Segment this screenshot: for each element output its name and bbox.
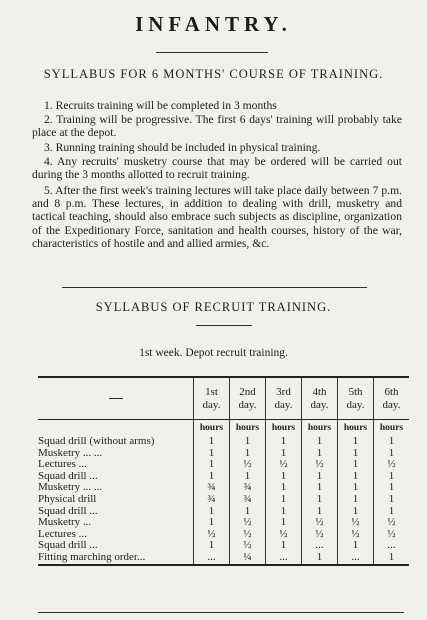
hours-cell: 1 bbox=[266, 517, 302, 529]
day-5-header: 5th day. bbox=[338, 377, 374, 420]
unit-label: hours bbox=[374, 420, 410, 437]
item-5-text: 5. After the first week's training lectures will take place daily between 7 p.m. and 8 p.m. These lectures, in addition to dealing with drill, musketry and tactical teaching, should also embrace such subjects as discipline, organization of the Expeditionary Force, sanitation and health courses, history of the war, characteristics of hostile and and allied armies, &c. bbox=[32, 184, 402, 250]
week-label: 1st week. Depot recruit training. bbox=[139, 347, 288, 359]
activity-label: Musketry ... bbox=[38, 516, 92, 529]
table-row bbox=[38, 436, 409, 448]
hours-cell: ½ bbox=[302, 529, 338, 541]
training-table bbox=[38, 376, 409, 566]
activity-label: Lectures ... bbox=[38, 458, 87, 471]
title-rule bbox=[156, 52, 268, 53]
hours-cell: ¼ bbox=[230, 552, 266, 565]
hours-cell: 1 bbox=[338, 494, 374, 506]
unit-label: hours bbox=[338, 420, 374, 437]
item-5 bbox=[32, 184, 402, 250]
activity-label: Squad drill ... bbox=[38, 469, 98, 482]
hours-cell: ¾ bbox=[230, 482, 266, 494]
hours-cell: 1 bbox=[338, 482, 374, 494]
hours-cell: ½ bbox=[266, 529, 302, 541]
hours-cell: 1 bbox=[302, 471, 338, 483]
activity-label: Musketry ... ... bbox=[38, 481, 103, 494]
hours-cell: 1 bbox=[266, 471, 302, 483]
activity-label: Squad drill ... bbox=[38, 539, 98, 552]
day-3-header: 3rd day. bbox=[266, 377, 302, 420]
table-row bbox=[38, 552, 409, 565]
hours-cell: 1 bbox=[194, 506, 230, 518]
unit-label: hours bbox=[194, 420, 230, 437]
day-4-header: 4th day. bbox=[302, 377, 338, 420]
hours-cell: 1 bbox=[266, 436, 302, 448]
blank-header bbox=[38, 377, 194, 420]
recruit-heading: SYLLABUS OF RECRUIT TRAINING. bbox=[95, 300, 332, 314]
activity-label: Squad drill ... bbox=[38, 504, 98, 517]
hours-cell: ½ bbox=[230, 540, 266, 552]
hours-cell: 1 bbox=[194, 448, 230, 460]
activity-label: Musketry ... ... bbox=[38, 446, 103, 459]
hours-cell: 1 bbox=[338, 448, 374, 460]
hours-cell: 1 bbox=[194, 517, 230, 529]
hours-cell: ½ bbox=[374, 517, 410, 529]
hours-cell: ... bbox=[338, 552, 374, 565]
hours-cell: ½ bbox=[230, 459, 266, 471]
page-title: INFANTRY. bbox=[135, 12, 292, 36]
hours-cell: 1 bbox=[374, 494, 410, 506]
hours-cell: 1 bbox=[374, 471, 410, 483]
unit-label: hours bbox=[302, 420, 338, 437]
hours-cell: ... bbox=[302, 540, 338, 552]
hours-cell: 1 bbox=[266, 448, 302, 460]
hours-cell: 1 bbox=[374, 506, 410, 518]
hours-cell: 1 bbox=[302, 506, 338, 518]
heading-rule bbox=[196, 325, 252, 326]
syllabus-heading: SYLLABUS FOR 6 MONTHS' COURSE OF TRAINING. bbox=[43, 67, 384, 81]
hours-cell: ½ bbox=[374, 459, 410, 471]
hours-cell: 1 bbox=[338, 471, 374, 483]
hours-cell: 1 bbox=[194, 471, 230, 483]
hours-cell: ½ bbox=[194, 529, 230, 541]
table-body bbox=[38, 436, 409, 565]
hours-cell: 1 bbox=[194, 436, 230, 448]
day-1-header: 1st day. bbox=[194, 377, 230, 420]
activity-label: Squad drill (without arms) bbox=[38, 435, 155, 447]
hours-cell: 1 bbox=[302, 482, 338, 494]
hours-cell: 1 bbox=[194, 540, 230, 552]
item-2 bbox=[32, 113, 402, 139]
hours-cell: ... bbox=[266, 552, 302, 565]
hours-cell: 1 bbox=[338, 506, 374, 518]
hours-cell: 1 bbox=[302, 552, 338, 565]
hours-cell: 1 bbox=[230, 471, 266, 483]
hours-cell: ½ bbox=[338, 517, 374, 529]
hours-cell: 1 bbox=[194, 459, 230, 471]
activity-label: Physical drill bbox=[38, 492, 97, 505]
hours-cell: 1 bbox=[230, 506, 266, 518]
hours-cell: ½ bbox=[302, 459, 338, 471]
hours-cell: ½ bbox=[230, 529, 266, 541]
item-3 bbox=[32, 141, 402, 154]
hours-cell: 1 bbox=[374, 482, 410, 494]
hours-cell: 1 bbox=[230, 448, 266, 460]
item-3-text: 3. Running training should be included in physical training. bbox=[44, 141, 321, 154]
item-4-text: 4. Any recruits' musketry course that may be ordered will be carried out during the 3 months allotted to recruit training. bbox=[32, 155, 402, 182]
hours-cell: ½ bbox=[230, 517, 266, 529]
hours-cell: 1 bbox=[374, 436, 410, 448]
hours-cell: 1 bbox=[266, 494, 302, 506]
item-1 bbox=[32, 99, 402, 112]
day-2-header: 2nd day. bbox=[230, 377, 266, 420]
item-2-text: 2. Training will be progressive. The first 6 days' training will probably take place at the depot. bbox=[32, 113, 402, 140]
unit-label: hours bbox=[230, 420, 266, 437]
units-row bbox=[38, 420, 409, 437]
hours-cell: 1 bbox=[302, 436, 338, 448]
item-4 bbox=[32, 155, 402, 181]
hours-cell: ¾ bbox=[194, 494, 230, 506]
hours-cell: ½ bbox=[302, 517, 338, 529]
hours-cell: 1 bbox=[302, 448, 338, 460]
table-header-row bbox=[38, 377, 409, 420]
hours-cell: ½ bbox=[374, 529, 410, 541]
hours-cell: 1 bbox=[374, 448, 410, 460]
unit-label: hours bbox=[266, 420, 302, 437]
bottom-rule bbox=[38, 612, 404, 613]
activity-label: Fitting marching order... bbox=[38, 552, 194, 565]
hours-cell: 1 bbox=[338, 540, 374, 552]
activity-label: Lectures ... bbox=[38, 527, 87, 540]
hours-cell: 1 bbox=[338, 459, 374, 471]
table-row bbox=[38, 494, 409, 506]
hours-cell: ¾ bbox=[230, 494, 266, 506]
hours-cell: 1 bbox=[266, 506, 302, 518]
hours-cell: 1 bbox=[374, 552, 410, 565]
hours-cell: 1 bbox=[266, 540, 302, 552]
hours-cell: 1 bbox=[230, 436, 266, 448]
item-1-text: 1. Recruits training will be completed in 3 months bbox=[44, 99, 277, 112]
hours-cell: ½ bbox=[266, 459, 302, 471]
hours-cell: ½ bbox=[338, 529, 374, 541]
table-row bbox=[38, 517, 409, 529]
hours-cell: ¾ bbox=[194, 482, 230, 494]
section-rule bbox=[62, 287, 367, 288]
hours-cell: 1 bbox=[302, 494, 338, 506]
day-6-header: 6th day. bbox=[374, 377, 410, 420]
hours-cell: 1 bbox=[266, 482, 302, 494]
hours-cell: ... bbox=[194, 552, 230, 565]
hours-cell: 1 bbox=[338, 436, 374, 448]
hours-cell: ... bbox=[374, 540, 410, 552]
